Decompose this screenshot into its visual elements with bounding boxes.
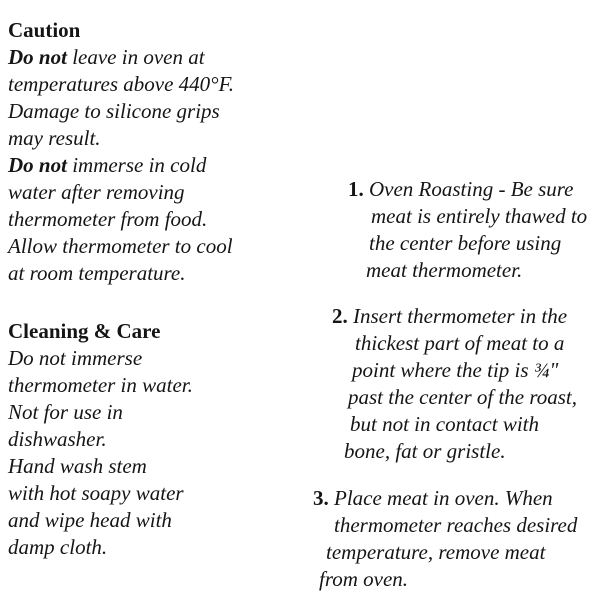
caution-line: Allow thermometer to cool (8, 234, 233, 258)
caution-text: leave in oven at (66, 45, 205, 69)
cleaning-line: thermometer in water. (8, 373, 193, 397)
step-2-line: bone, fat or gristle. (344, 439, 506, 463)
step-1-line: the center before using (369, 231, 562, 255)
step-2-line (332, 303, 567, 330)
caution-emphasis: Do not (8, 153, 67, 177)
caution-line: temperatures above 440°F. (8, 72, 234, 96)
caution-heading: Caution (8, 18, 81, 42)
cleaning-line: and wipe head with (8, 508, 172, 532)
caution-line (8, 44, 205, 71)
step-2-number: 2. (332, 304, 348, 328)
caution-text: immerse in cold (66, 153, 207, 177)
step-3-number: 3. (313, 486, 329, 510)
step-2-line: thickest part of meat to a (355, 331, 565, 355)
caution-line: Damage to silicone grips (8, 99, 220, 123)
cleaning-line: Do not immerse (8, 346, 143, 370)
caution-line: thermometer from food. (8, 207, 208, 231)
step-1-text: Oven Roasting - Be sure (369, 177, 574, 201)
cleaning-line: Not for use in (8, 400, 123, 424)
step-3-line: temperature, remove meat (326, 540, 546, 564)
step-3-text: Place meat in oven. When (334, 486, 553, 510)
cleaning-line: dishwasher. (8, 427, 107, 451)
cleaning-heading: Cleaning & Care (8, 319, 161, 343)
step-2-text: Insert thermometer in the (353, 304, 568, 328)
caution-line: at room temperature. (8, 261, 186, 285)
caution-emphasis: Do not (8, 45, 67, 69)
step-2-line: past the center of the roast, (348, 385, 578, 409)
step-1-number: 1. (348, 177, 364, 201)
caution-line: may result. (8, 126, 101, 150)
step-3-line: thermometer reaches desired (334, 513, 578, 537)
cleaning-line: Hand wash stem (8, 454, 147, 478)
cleaning-line: damp cloth. (8, 535, 108, 559)
step-2-line: but not in contact with (350, 412, 539, 436)
cleaning-line: with hot soapy water (8, 481, 184, 505)
step-1-line: meat thermometer. (366, 258, 523, 282)
caution-line: water after removing (8, 180, 185, 204)
step-1-line (348, 176, 574, 203)
step-3-line: from oven. (319, 567, 409, 591)
step-3-line (313, 485, 553, 512)
step-2-line: point where the tip is ¾" (352, 358, 559, 382)
caution-line (8, 152, 206, 179)
step-1-line: meat is entirely thawed to (371, 204, 588, 228)
